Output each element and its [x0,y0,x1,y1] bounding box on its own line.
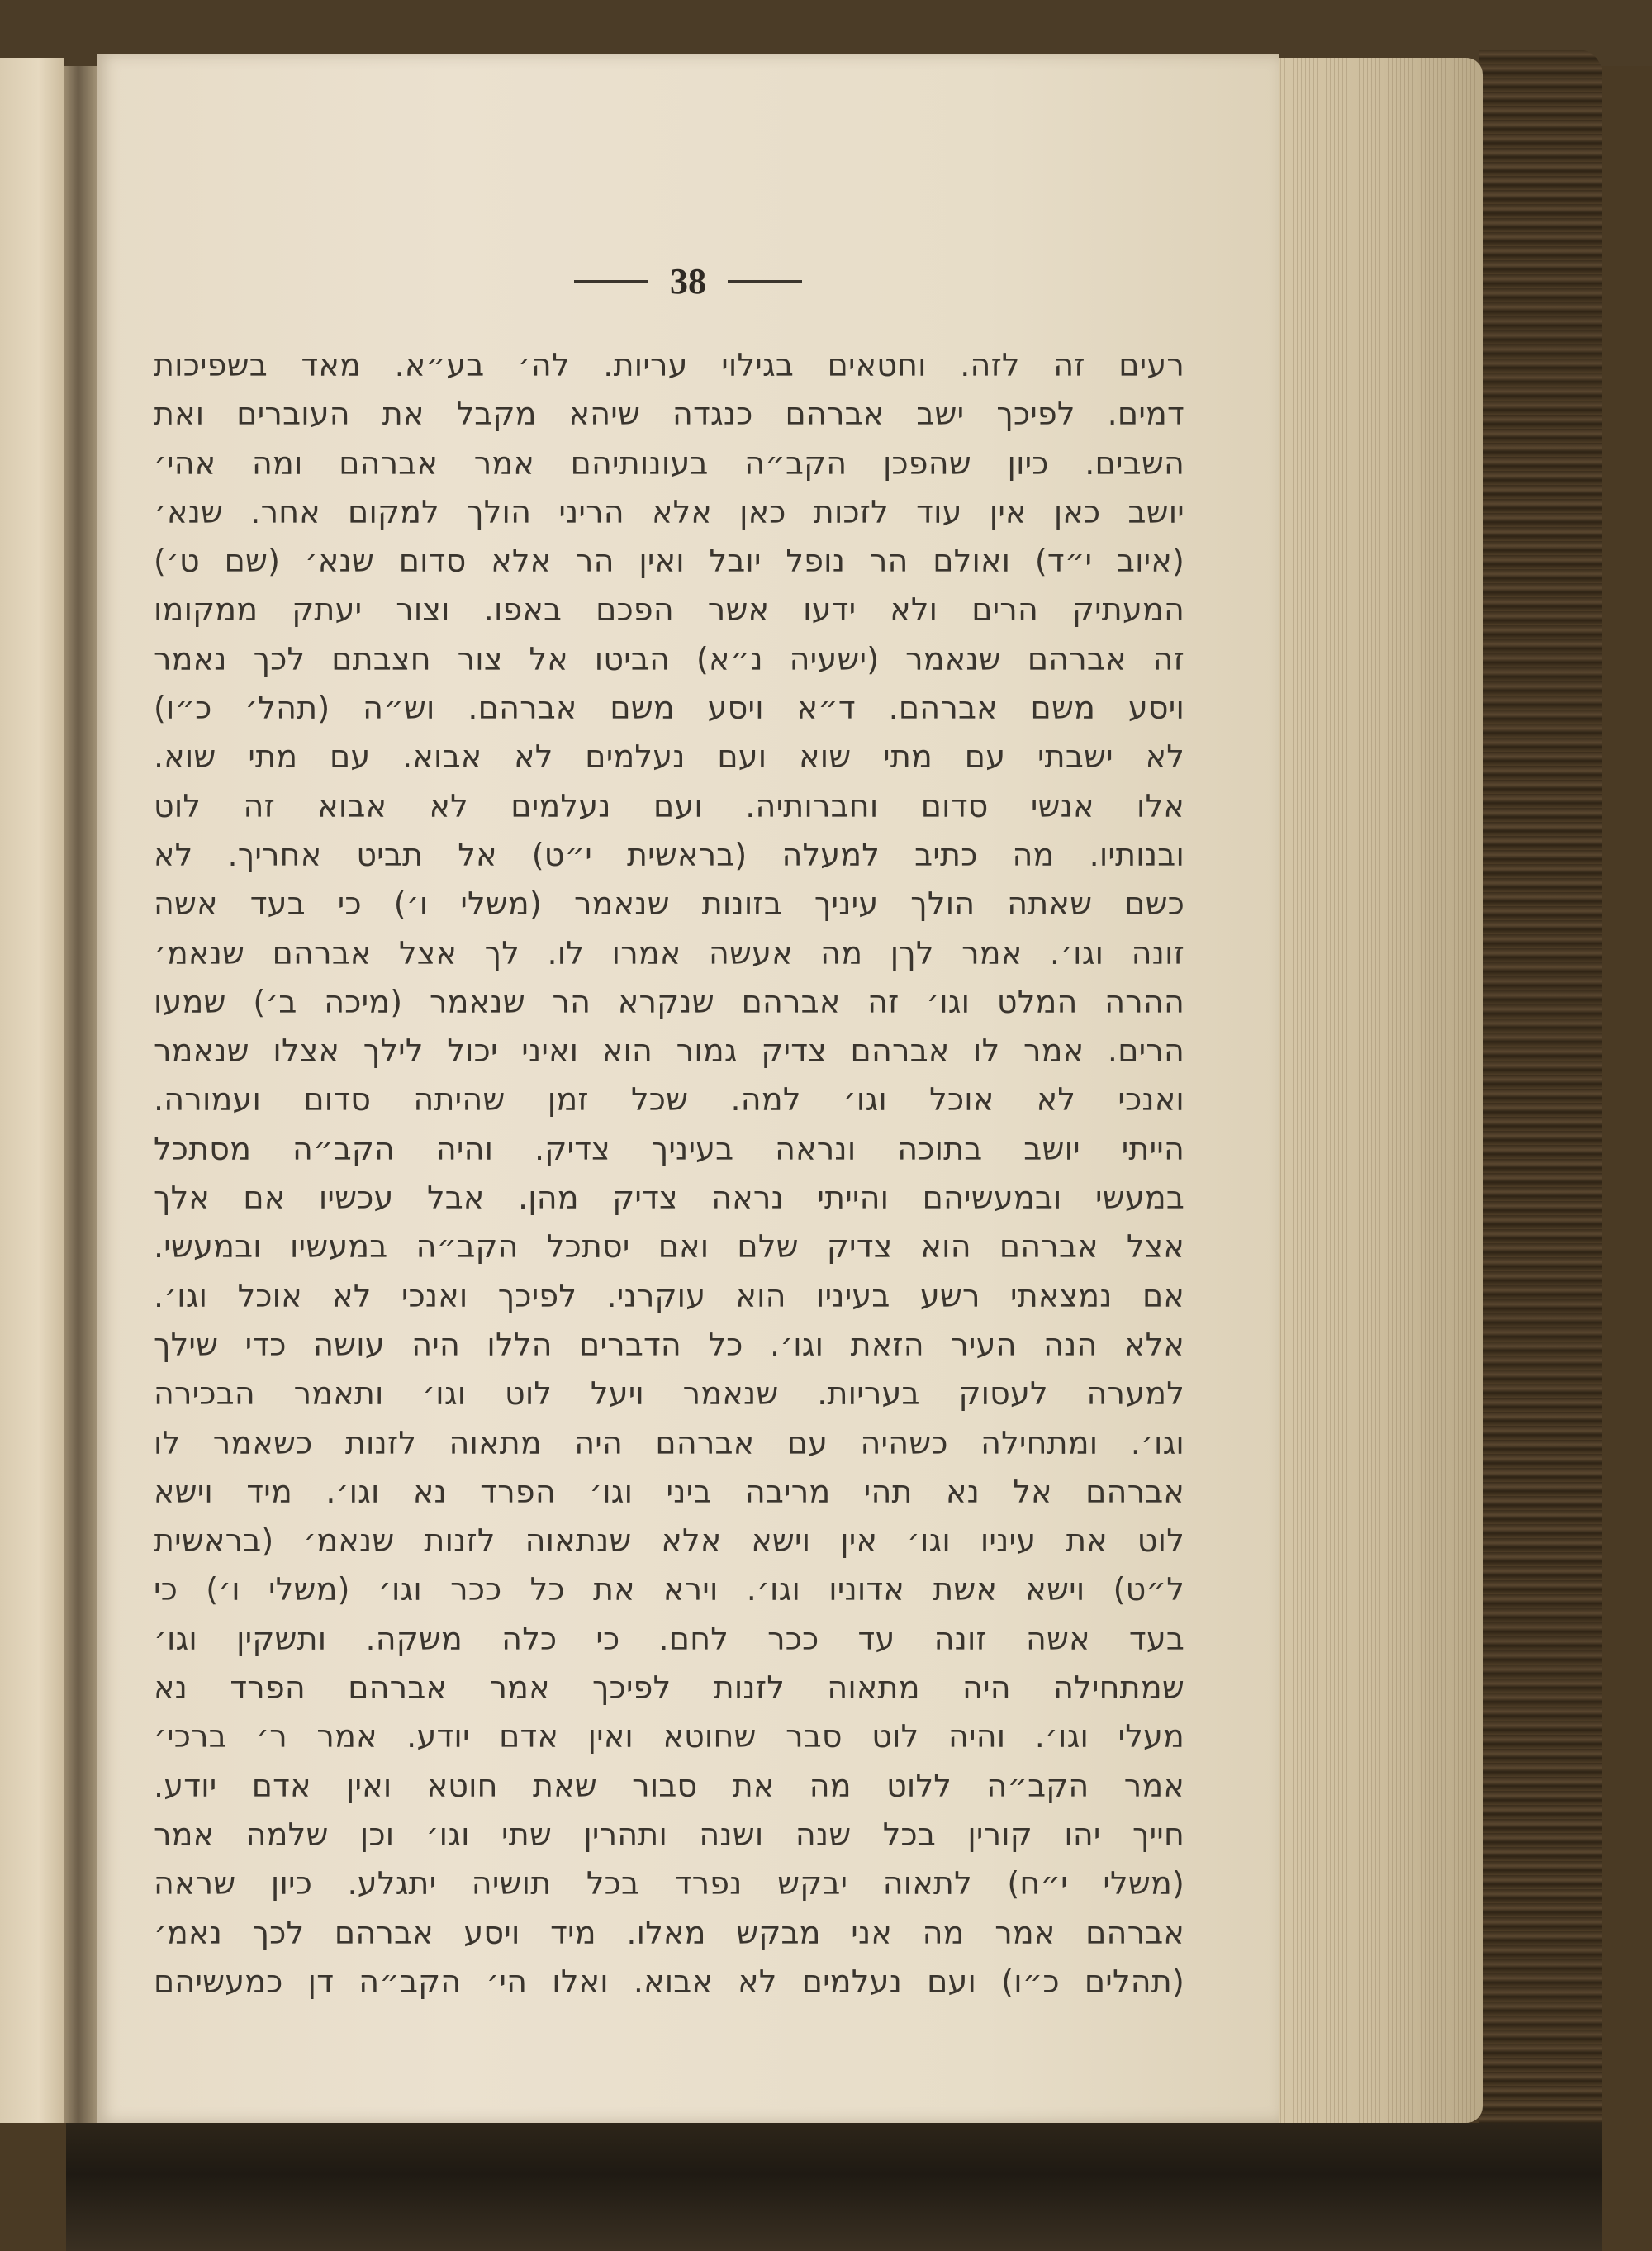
text-line: דמים. לפיכך ישב אברהם כנגדה שיהא מקבל את העוברים ואת [154,396,1184,433]
page-block-edges [1268,58,1483,2123]
text-line: ל״ט) וישא אשת אדוניו וגו׳. וירא את כל ככר וגו׳ (משלי ו׳) כי [154,1571,1184,1608]
text-line: ההרה המלט וגו׳ זה אברהם שנקרא הר שנאמר (מיכה ב׳) שמעו [154,983,1184,1020]
right-page [97,54,1279,2123]
text-line: (איוב י״ד) ואולם הר נופל יובל ואין הר אלא סדום שנא׳ (שם ט׳) [154,543,1184,580]
text-line: חייך יהו קורין בכל שנה ושנה ותהרין שתי וגו׳ וכן שלמה אמר [154,1816,1184,1853]
text-line: (משלי י״ח) לתאוה יבקש נפרד בכל תושיה יתגלע. כיון שראה [154,1865,1184,1902]
text-line: וגו׳. ומתחילה כשהיה עם אברהם היה מתאוה לזנות כשאמר לו [154,1424,1184,1461]
text-line: במעשי ובמעשיהם והייתי נראה צדיק מהן. אבל עכשיו אם אלך [154,1180,1184,1217]
text-line: ויסע משם אברהם. ד״א ויסע משם אברהם. וש״ה (תהל׳ כ״ו) [154,690,1184,727]
body-text [154,341,1184,2006]
text-line: כשם שאתה הולך עיניך בזונות שנאמר (משלי ו׳) כי בעד אשה [154,886,1184,923]
text-line: לא ישבתי עם מתי שוא ועם נעלמים לא אבוא. עם מתי שוא. [154,738,1184,776]
text-line: יושב כאן אין עוד לזכות כאן אלא הריני הולך למקום אחר. שנא׳ [154,493,1184,530]
header-rule-right [728,280,802,283]
left-page-edge [0,58,64,2123]
header-rule-left [574,280,648,283]
text-line: אם נמצאתי רשע בעיניו הוא עוקרני. לפיכך ואנכי לא אוכל וגו׳. [154,1277,1184,1314]
text-line: הרים. אמר לו אברהם צדיק גמור הוא ואיני יכול לילך אצלו שנאמר [154,1033,1184,1070]
text-line: בעד אשה זונה עד ככר לחם. כי כלה משקה. ותשקין וגו׳ [154,1620,1184,1657]
text-line: (תהלים כ״ו) ועם נעלמים לא אבוא. ואלו הי׳ הקב״ה דן כמעשיהם [154,1963,1184,2000]
text-line: רעים זה לזה. וחטאים בגילוי עריות. לה׳ בע״א. מאד בשפיכות [154,347,1184,383]
text-line: אברהם אמר מה אני מבקש מאלו. מיד ויסע אברהם לכך נאמ׳ [154,1914,1184,1951]
book-cover-spine [1479,50,1602,2164]
text-line: אברהם אל נא תהי מריבה ביני וגו׳ הפרד נא וגו׳. מיד וישא [154,1473,1184,1510]
text-line: אמר הקב״ה ללוט מה את סבור שאת חוטא ואין אדם יודע. [154,1767,1184,1804]
text-line: המעתיק הרים ולא ידעו אשר הפכם באפו. וצור יעתק ממקומו [154,591,1184,629]
text-line: לוט את עיניו וגו׳ אין וישא אלא שנתאוה לזנות שנאמ׳ (בראשית [154,1522,1184,1560]
book-cover-bottom [66,2123,1602,2251]
text-line: זה אברהם שנאמר (ישעיה נ״א) הביטו אל צור חצבתם לכך נאמר [154,640,1184,677]
text-line: שמתחילה היה מתאוה לזנות לפיכך אמר אברהם הפרד נא [154,1669,1184,1707]
text-line: אצל אברהם הוא צדיק שלם ואם יסתכל הקב״ה במעשיו ובמעשי. [154,1228,1184,1266]
text-line: הייתי יושב בתוכה ונראה בעיניך צדיק. והיה הקב״ה מסתכל [154,1130,1184,1167]
text-line: ובנותיו. מה כתיב למעלה (בראשית י״ט) אל תביט אחריך. לא [154,836,1184,873]
text-line: מעלי וגו׳. והיה לוט סבר שחוטא ואין אדם יודע. אמר ר׳ ברכי׳ [154,1718,1184,1755]
page-number: 38 [670,260,706,302]
text-line: ואנכי לא אוכל וגו׳ למה. שכל זמן שהיתה סדום ועמורה. [154,1081,1184,1118]
text-line: השבים. כיון שהפכן הקב״ה בעונותיהם אמר אברהם ומה אהי׳ [154,444,1184,482]
text-line: אלו אנשי סדום וחברותיה. ועם נעלמים לא אבוא זה לוט [154,787,1184,824]
text-line: למערה לעסוק בעריות. שנאמר ויעל לוט וגו׳ ותאמר הבכירה [154,1375,1184,1413]
book-gutter [64,66,99,2123]
text-line: זונה וגו׳. אמר לךן מה אעשה אמרו לו. לך אצל אברהם שנאמ׳ [154,934,1184,971]
running-head [97,252,1279,310]
text-line: אלא הנה העיר הזאת וגו׳. כל הדברים הללו היה עושה כדי שילך [154,1326,1184,1363]
